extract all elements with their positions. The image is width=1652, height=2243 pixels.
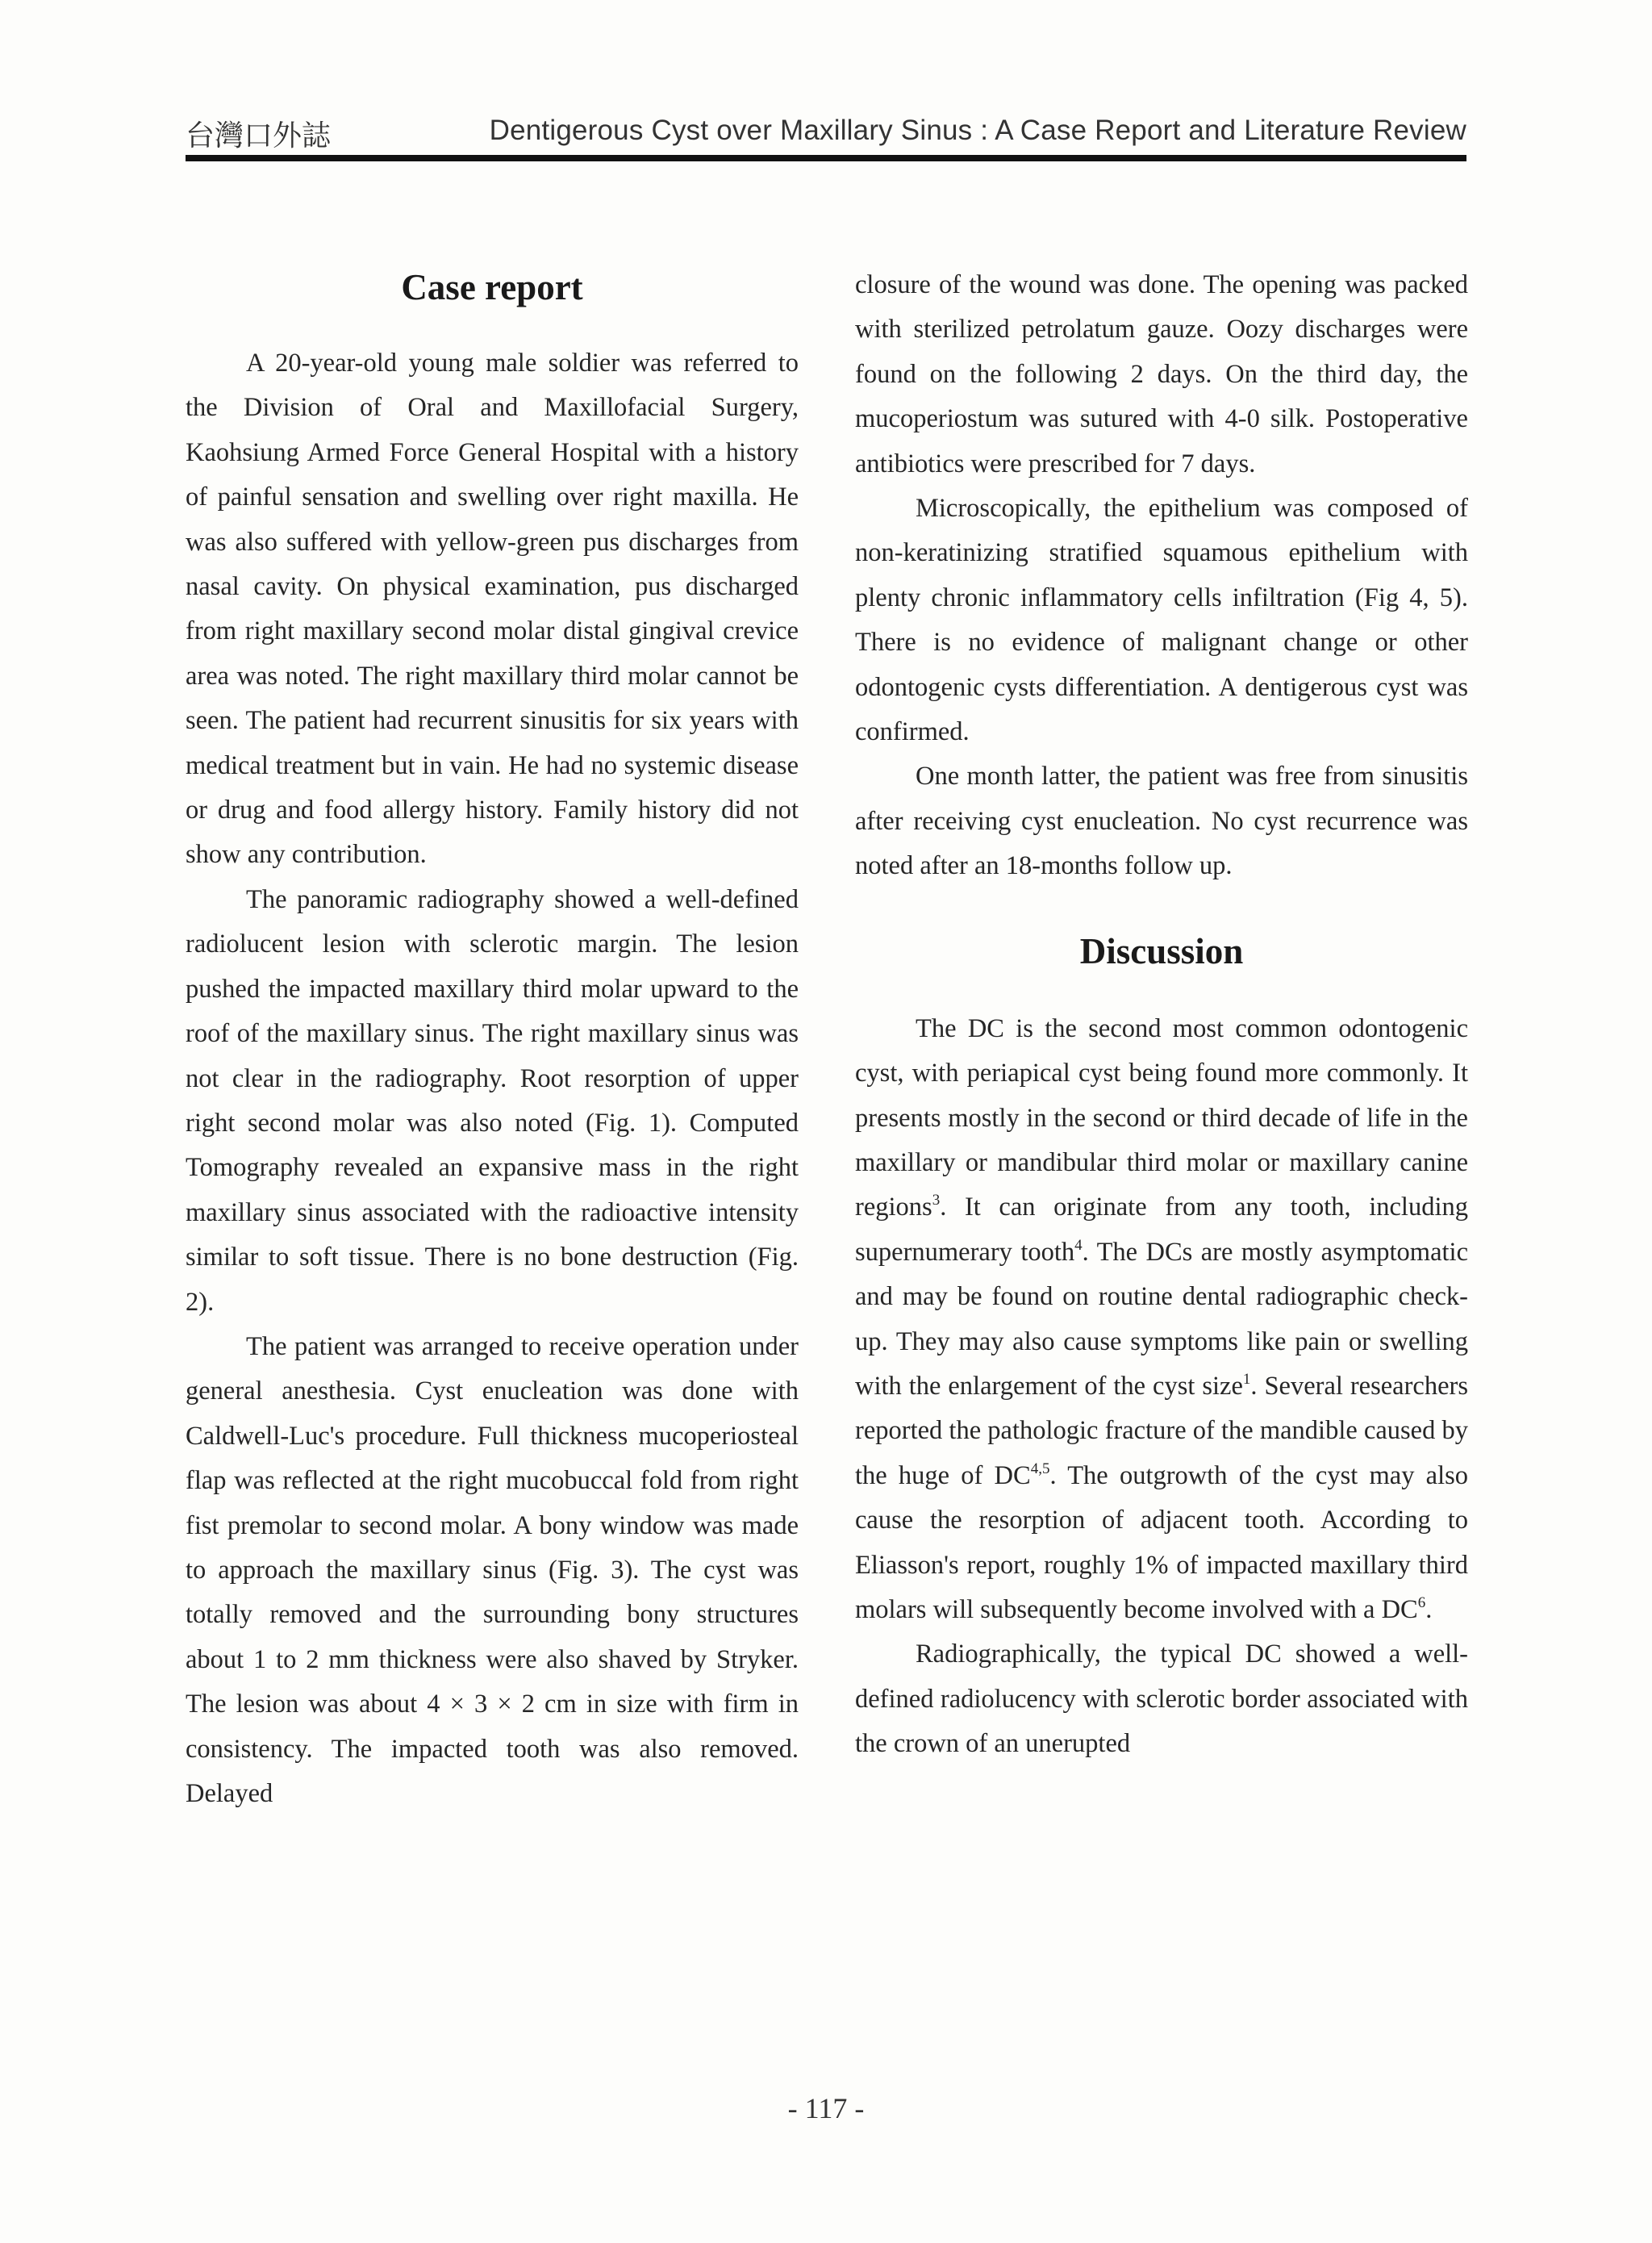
journal-name: 台灣口外誌: [186, 119, 332, 152]
running-title: Dentigerous Cyst over Maxillary Sinus : A Case Report and Literature Review: [489, 115, 1466, 146]
discussion-text-segment: . The outgrowth of the cyst may also cause the resorption of adjacent tooth. According to Eliasson's report, roughly 1% of impacted maxillary third molars will subsequently become involved with a DC: [855, 1460, 1468, 1624]
case-report-paragraph-1: A 20-year-old young male soldier was referred to the Division of Oral and Maxillofacial Surgery, Kaohsiung Armed Force General Hospital with a history of painful sensation and swelling over right maxilla. He was also suffered with yellow-green pus discharges from nasal cavity. On physical examination, pus discharged from right maxillary second molar distal gingival crevice area was noted. The right maxillary third molar cannot be seen. The patient had recurrent sinusitis for six years with medical treatment but in vain. He had no systemic disease or drug and food allergy history. Family history did not show any contribution.: [186, 349, 799, 870]
header-rule: [186, 155, 1466, 161]
case-report-paragraph-5: One month latter, the patient was free from sinusitis after receiving cyst enucleation. No cyst recurrence was noted after an 18-months follow up.: [855, 762, 1468, 881]
right-column: [855, 263, 1468, 1767]
discussion-text-segment: The DC is the second most common odontogenic cyst, with periapical cyst being found more commonly. It presents mostly in the second or third decade of life in the maxillary or mandibular third molar or maxillary canine regions: [855, 1013, 1468, 1222]
discussion-heading: Discussion: [1079, 930, 1244, 971]
case-report-paragraph-3-continued: closure of the wound was done. The opening was packed with sterilized petrolatum gauze. Oozy discharges were found on the following 2 days. On the third day, the mucoperiostum was sutured with 4-0 silk. Postoperative antibiotics were prescribed for 7 days.: [855, 270, 1468, 478]
case-report-paragraph-4: Microscopically, the epithelium was composed of non-keratinizing stratified squamous epithelium with plenty chronic inflammatory cells infiltration (Fig 4, 5). There is no evidence of malignant change or other odontogenic cysts differentiation. A dentigerous cyst was confirmed.: [855, 494, 1468, 747]
citation: 4: [1074, 1236, 1083, 1254]
citation: 1: [1242, 1370, 1251, 1388]
case-report-paragraph-2: The panoramic radiography showed a well-defined radiolucent lesion with sclerotic margin. The lesion pushed the impacted maxillary third molar upward to the roof of the maxillary sinus. The right maxillary sinus was not clear in the radiography. Root resorption of upper right second molar was also noted (Fig. 1). Computed Tomography revealed an expansive mass in the right maxillary sinus associated with the radioactive intensity similar to soft tissue. There is no bone destruction (Fig. 2).: [186, 884, 799, 1317]
left-column: [186, 262, 799, 1816]
discussion-text-segment: . Several researchers reported the pathologic fracture of the mandible caused by the huge of DC: [855, 1371, 1468, 1490]
discussion-paragraph-2: Radiographically, the typical DC showed a well-defined radiolucency with sclerotic border associated with the crown of an unerupted: [855, 1639, 1468, 1759]
citation: 6: [1417, 1593, 1426, 1611]
discussion-paragraph-1: [855, 1007, 1468, 1633]
case-report-paragraph-3: The patient was arranged to receive operation under general anesthesia. Cyst enucleation was done with Caldwell-Luc's procedure. Full thickness mucoperiosteal flap was reflected at the right mucobuccal fold from right fist premolar to second molar. A bony window was made to approach the maxillary sinus (Fig. 3). The cyst was totally removed and the surrounding bony structures about 1 to 2 mm thickness were also shaved by Stryker. The lesion was about 4 × 3 × 2 cm in size with firm in consistency. The impacted tooth was also removed. Delayed: [186, 1331, 799, 1808]
citation: 3: [932, 1192, 941, 1209]
discussion-text-segment: . It can originate from any tooth, including supernumerary tooth: [855, 1193, 1468, 1267]
page-number: - 117 -: [787, 2092, 865, 2124]
discussion-text-segment: .: [1425, 1594, 1433, 1624]
discussion-text-segment: . The DCs are mostly asymptomatic and may be found on routine dental radiographic check-up. They may also cause symptoms like pain or swelling with the enlargement of the cyst size: [855, 1237, 1468, 1401]
citation: 4,5: [1030, 1460, 1050, 1477]
case-report-heading: Case report: [401, 267, 583, 307]
